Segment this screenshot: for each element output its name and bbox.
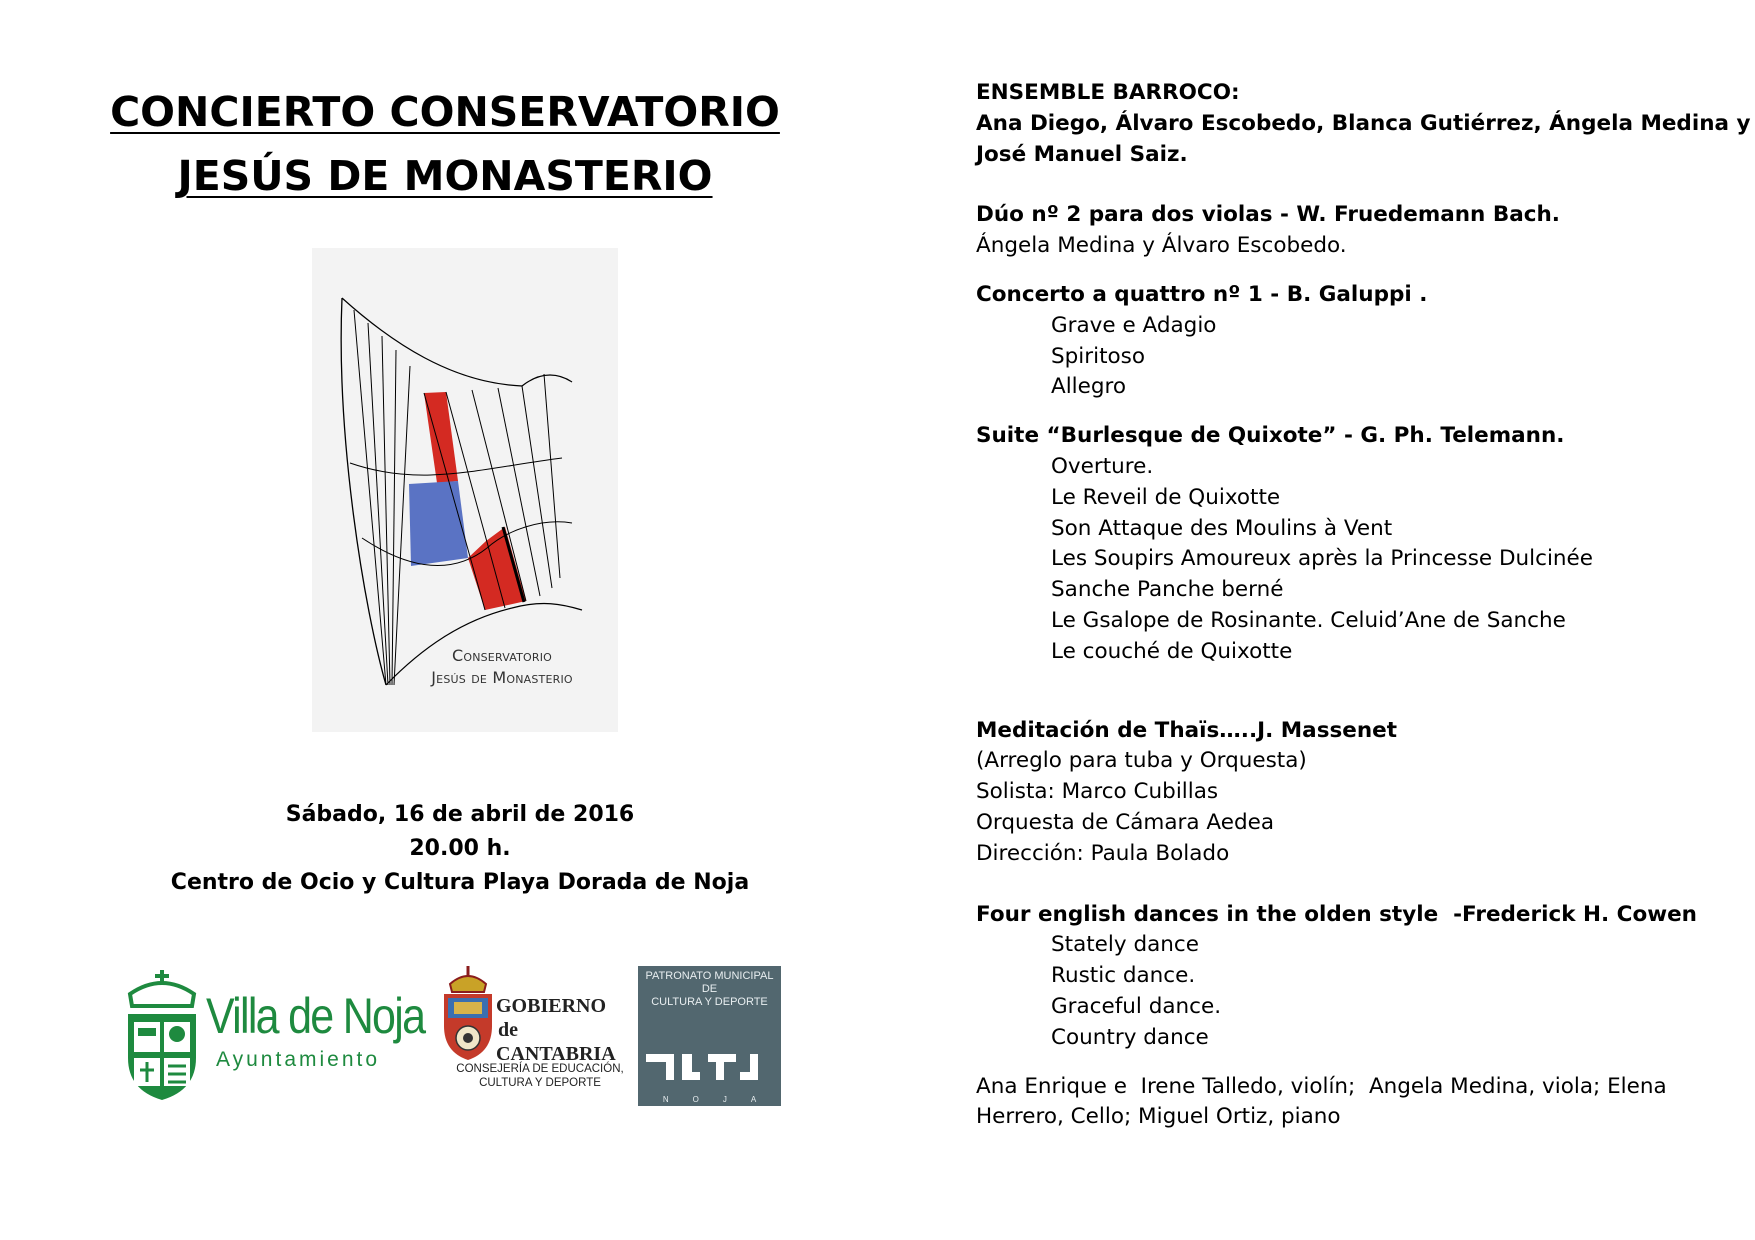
cantabria-department: CONSEJERÍA DE EDUCACIÓN, CULTURA Y DEPORTE — [456, 1063, 624, 1089]
gobierno-cantabria-logo — [440, 966, 640, 1096]
piece-1-performers: Ángela Medina y Álvaro Escobedo. — [976, 233, 1347, 259]
movement-item: Overture. — [1051, 453, 1154, 479]
piece-3-title: Suite “Burlesque de Quixote” - G. Ph. Telemann. — [976, 423, 1565, 449]
program-panel — [976, 78, 1751, 1133]
movement-item: Country dance — [1051, 1024, 1209, 1050]
piece-4-detail: (Arreglo para tuba y Orquesta) — [976, 748, 1307, 774]
event-info — [40, 798, 880, 900]
event-venue: Centro de Ocio y Cultura Playa Dorada de Noja — [170, 870, 750, 895]
movement-item: Son Attaque des Moulins à Vent — [1051, 515, 1393, 541]
conservatory-logo — [312, 248, 618, 732]
movement-item: Stately dance — [1051, 932, 1199, 958]
logo-text-line-1: Conservatorio — [451, 646, 553, 665]
piece-4-detail: Dirección: Paula Bolado — [976, 840, 1230, 866]
noja-subtitle: Ayuntamiento — [216, 1048, 381, 1071]
piece-5-title: Four english dances in the olden style -Frederick H. Cowen — [976, 901, 1697, 927]
piece-4-detail: Orquesta de Cámara Aedea — [976, 809, 1274, 835]
movement-item: Allegro — [1051, 374, 1127, 400]
movement-item: Le Gsalope de Rosinante. Celuid’Ane de Sanche — [1051, 607, 1566, 633]
cantabria-crest-icon — [440, 966, 496, 1062]
movement-item: Les Soupirs Amoureux après la Princesse Dulcinée — [1051, 546, 1594, 572]
movement-item: Le Reveil de Quixotte — [1051, 484, 1281, 510]
title-line-1: CONCIERTO CONSERVATORIO — [110, 88, 780, 136]
event-time: 20.00 h. — [409, 836, 511, 861]
ensemble-members-2: José Manuel Saiz. — [976, 141, 1188, 167]
piece-2-title: Concerto a quattro nº 1 - B. Galuppi . — [976, 281, 1428, 307]
page-title — [40, 80, 850, 208]
piece-4-detail: Solista: Marco Cubillas — [976, 779, 1219, 805]
cantabria-name: GOBIERNO de CANTABRIA — [496, 995, 616, 1065]
piece-1-title: Dúo nº 2 para dos violas - W. Fruedemann Bach. — [976, 202, 1560, 228]
movement-item: Grave e Adagio — [1051, 312, 1217, 338]
movement-item: Sanche Panche berné — [1051, 577, 1284, 603]
patronato-logo — [638, 966, 781, 1106]
movement-item: Spiritoso — [1051, 343, 1146, 369]
event-date: Sábado, 16 de abril de 2016 — [285, 802, 635, 827]
noja-name: Villa de Noja — [206, 988, 425, 1044]
piece-4-title: Meditación de Thaïs…..J. Massenet — [976, 717, 1398, 743]
logo-blue-block — [409, 481, 468, 566]
patronato-noja-label: NOJA — [662, 1095, 781, 1104]
performers-line-2: Herrero, Cello; Miguel Ortiz, piano — [976, 1104, 1341, 1130]
patronato-name: PATRONATO MUNICIPAL DE CULTURA Y DEPORTE — [645, 970, 774, 1008]
movement-item: Graceful dance. — [1051, 993, 1222, 1019]
movement-item: Le couché de Quixotte — [1051, 638, 1293, 664]
performers-line-1: Ana Enrique e Irene Talledo, violín; Angela Medina, viola; Elena — [976, 1073, 1667, 1099]
title-line-2: JESÚS DE MONASTERIO — [177, 152, 713, 200]
logo-red-block-1 — [424, 392, 458, 483]
ensemble-members-1: Ana Diego, Álvaro Escobedo, Blanca Gutiérrez, Ángela Medina y — [976, 110, 1751, 136]
movement-item: Rustic dance. — [1051, 963, 1196, 989]
patronato-mark-icon — [638, 966, 781, 1106]
villa-de-noja-logo — [122, 970, 442, 1102]
logo-text-line-2: Jesús de Monasterio — [431, 668, 573, 687]
noja-crest-icon — [122, 970, 202, 1102]
ensemble-heading: ENSEMBLE BARROCO: — [976, 80, 1240, 105]
